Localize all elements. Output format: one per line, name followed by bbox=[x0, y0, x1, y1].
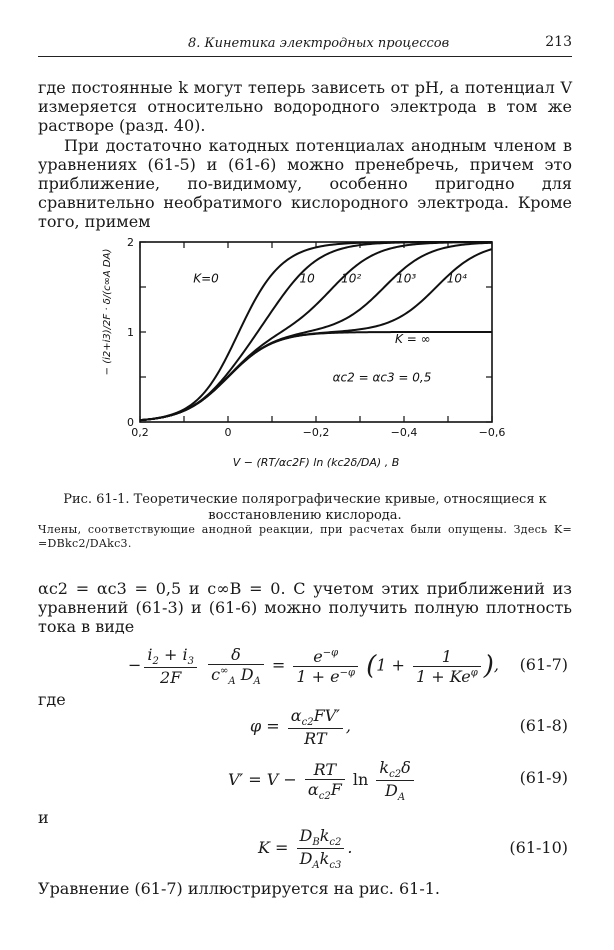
paragraph-2: При достаточно катодных потенциалах анодным членом в уравнениях (61-5) и (61-6) можно пренебречь, причем это приближение, по-видимому, особенно пригодно для сравнительно необратимого кислородного электрода. Кроме того, примем bbox=[38, 136, 572, 231]
paragraph-3 bbox=[38, 579, 572, 636]
y-axis-label: − (i2+i3)/2F · δ/(c∞A DA) bbox=[102, 248, 113, 376]
paragraph-1: где постоянные k могут теперь зависеть от pH, а потенциал V измеряется относительно водородного электрода в том же растворе (разд. 40). bbox=[38, 78, 572, 135]
page-number: 213 bbox=[545, 34, 572, 50]
equation-number: (61-9) bbox=[519, 768, 568, 787]
curve-label: 10² bbox=[341, 271, 362, 286]
figure-note: Члены, соответствующие анодной реакции, при расчетах были опущены. Здесь K= =DBkc2/DAkc3. bbox=[38, 523, 572, 550]
curve-label: 10 bbox=[299, 271, 315, 286]
equation-number: (61-10) bbox=[509, 838, 568, 857]
page-header bbox=[38, 32, 572, 54]
curve-label: K = ∞ bbox=[395, 331, 431, 346]
word-and: и bbox=[38, 808, 49, 827]
curve-label: 10⁴ bbox=[446, 271, 467, 286]
y-tick-label: 1 bbox=[127, 326, 134, 339]
plot-area bbox=[102, 236, 505, 469]
word-where: где bbox=[38, 690, 66, 709]
x-tick-label: −0,4 bbox=[390, 426, 418, 439]
polarographic-chart bbox=[90, 232, 520, 482]
y-tick-label: 2 bbox=[127, 236, 134, 249]
equation-number: (61-7) bbox=[519, 655, 568, 674]
x-tick-label: −0,6 bbox=[478, 426, 506, 439]
curve-K=∞ bbox=[140, 332, 492, 420]
x-tick-label: 0 bbox=[224, 426, 232, 439]
equation-number: (61-8) bbox=[519, 716, 568, 735]
x-tick-label: 0,2 bbox=[131, 426, 149, 439]
header-rule bbox=[38, 56, 572, 57]
alpha-symbol: α bbox=[38, 579, 49, 598]
curve-label: K=0 bbox=[193, 271, 219, 286]
y-tick-label: 0 bbox=[127, 416, 134, 429]
x-tick-label: −0,2 bbox=[302, 426, 330, 439]
curve-label: 10³ bbox=[396, 271, 417, 286]
chart-annotation: αc2 = αc3 = 0,5 bbox=[332, 370, 432, 385]
paragraph-4: Уравнение (61-7) иллюстрируется на рис. 61-1. bbox=[38, 879, 440, 898]
paragraph-3-text: c2 = αc3 = 0,5 и c∞B = 0. С учетом этих приближений из уравнений (61-3) и (61-6) можно получить полную плотность тока в виде bbox=[38, 579, 572, 636]
running-title: 8. Кинетика электродных процессов bbox=[188, 36, 450, 51]
x-axis-label: V − (RT/αc2F) ln (kc2δ/DA) , В bbox=[232, 456, 400, 469]
figure-caption: Рис. 61-1. Теоретические полярографические кривые, относящиеся к восстановлению кислорода. bbox=[63, 492, 547, 523]
